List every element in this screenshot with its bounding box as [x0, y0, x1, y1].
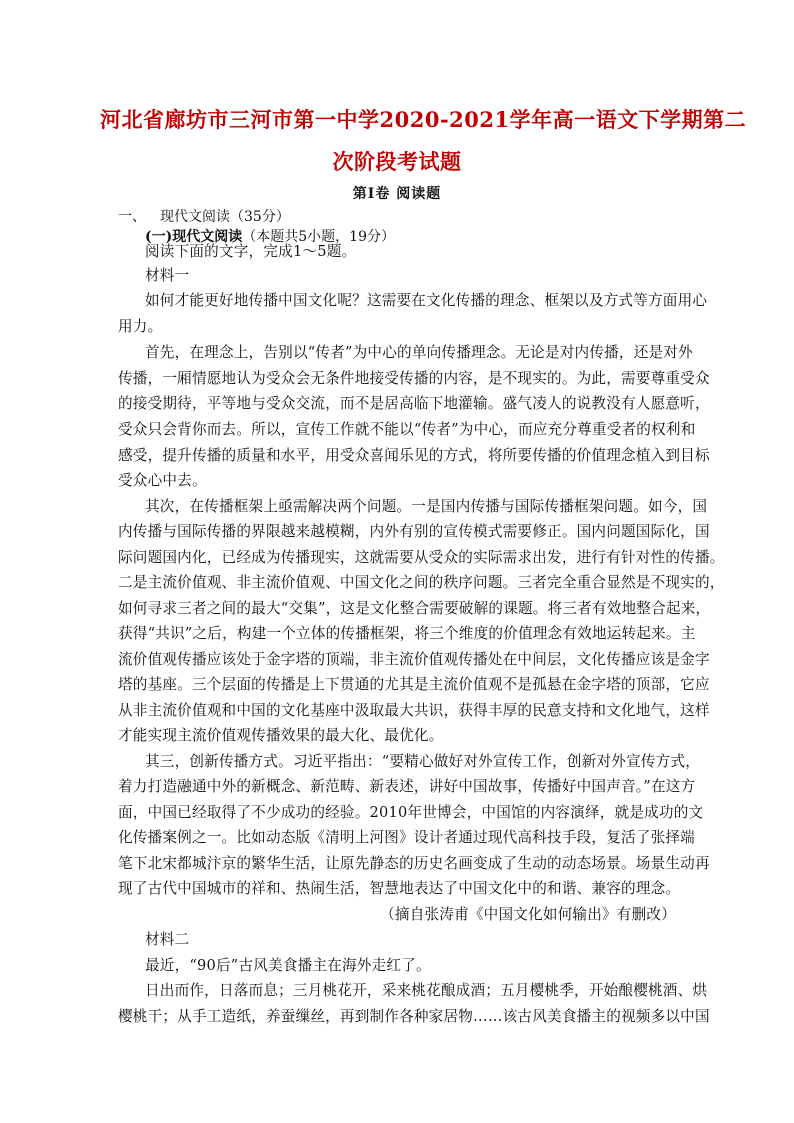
text-line: 受众只会背你而去。所以，宣传工作就不能以“传者”为中心，而应充分尊重受者的权利和	[118, 421, 696, 438]
text-line: 塔的基座。三个层面的传播是上下贯通的尤其是主流价值观不是孤悬在金字塔的顶部，它应	[118, 676, 710, 693]
text-line: 首先，在理念上，告别以“传者”为中心的单向传播理念。无论是对内传播，还是对外	[145, 344, 693, 361]
text-line: 面，中国已经取得了不少成功的经验。2010年世博会，中国馆的内容演绎，就是成功的文	[118, 804, 704, 821]
text-line: 的接受期待，平等地与受众交流，而不是居高临下地灌输。盛气凌人的说教没有人愿意听，	[118, 395, 710, 412]
text-line: 着力打造融通中外的新概念、新范畴、新表述，讲好中国故事，传播好中国声音。”在这方	[118, 778, 696, 795]
text-line: 樱桃干；从手工造纸，养蚕缫丝，再到制作各种家居物……该古风美食播主的视频多以中国	[118, 1008, 710, 1025]
text-line: 传播，一厢情愿地认为受众会无条件地接受传播的内容，是不现实的。为此，需要尊重受众	[118, 370, 710, 387]
document-title-line-1: 河北省廊坊市三河市第一中学2020-2021学年高一语文下学期第二	[100, 107, 747, 132]
text-line: 材料二	[145, 931, 190, 948]
text-line: 从非主流价值观和中国的文化基座中汲取最大共识，获得丰厚的民意支持和文化地气，这样	[118, 702, 710, 719]
text-line: 笔下北宋都城汴京的繁华生活，让原先静态的历史名画变成了生动的动态场景。场景生动再	[118, 855, 710, 872]
subsection-note: （本题共5小题，19分）	[242, 229, 395, 245]
text-line: 才能实现主流价值观传播效果的最大化、最优化。	[118, 727, 444, 744]
text-line: 如何才能更好地传播中国文化呢？这需要在文化传播的理念、框架以及方式等方面用心	[145, 292, 708, 309]
source-citation: （摘自张涛甫《中国文化如何输出》有删改）	[380, 906, 676, 923]
text-line: 二是主流价值观、非主流价值观、中国文化之间的秩序问题。三者完全重合显然是不现实的，	[118, 574, 725, 591]
text-line: 现了古代中国城市的祥和、热闹生活，智慧地表达了中国文化中的和谐、兼容的理念。	[118, 880, 681, 897]
text-line: 用力。	[118, 318, 163, 335]
text-line: 日出而作，日落而息；三月桃花开，采来桃花酿成酒；五月樱桃季，开始酿樱桃酒、烘	[145, 982, 708, 999]
subsection-label: (一)现代文阅读	[145, 229, 243, 245]
text-line: 际问题国内化，已经成为传播现实，这就需要从受众的实际需求出发，进行有针对性的传播。	[118, 549, 725, 566]
text-line: 感受，提升传播的质量和水平，用受众喜闻乐见的方式，将所要传播的价值理念植入到目标	[118, 447, 710, 464]
section-number: 一、	[118, 209, 146, 225]
text-line: 受众心中去。	[118, 472, 207, 489]
text-line: 其三，创新传播方式。习近平指出：“要精心做好对外宣传工作，创新对外宣传方式，	[145, 753, 701, 770]
text-line: 内传播与国际传播的界限越来越模糊，内外有别的宣传模式需要修正。国内问题国际化，国	[118, 523, 710, 540]
text-line: 最近，“90后”古风美食播主在海外走红了。	[145, 957, 431, 974]
document-title-line-2: 次阶段考试题	[332, 149, 462, 174]
section-label: 现代文阅读（35分）	[160, 209, 290, 225]
text-line: 阅读下面的文字，完成1～5题。	[145, 243, 357, 260]
text-line: 化传播案例之一。比如动态版《清明上河图》设计者通过现代高科技手段，复活了张择端	[118, 829, 695, 846]
text-line: 获得“共识”之后，构建一个立体的传播框架，将三个维度的价值理念有效地运转起来。主	[118, 625, 696, 642]
text-line: 流价值观传播应该处于金字塔的顶端，非主流价值观传播处在中间层，文化传播应该是金字	[118, 651, 710, 668]
text-line: 如何寻求三者之间的最大“交集”，这是文化整合需要破解的课题。将三者有效地整合起来，	[118, 600, 711, 617]
part-title: 第Ⅰ卷 阅读题	[352, 186, 442, 202]
text-line: 材料一	[145, 267, 190, 284]
text-line: 其次，在传播框架上亟需解决两个问题。一是国内传播与国际传播框架问题。如今，国	[145, 498, 708, 515]
